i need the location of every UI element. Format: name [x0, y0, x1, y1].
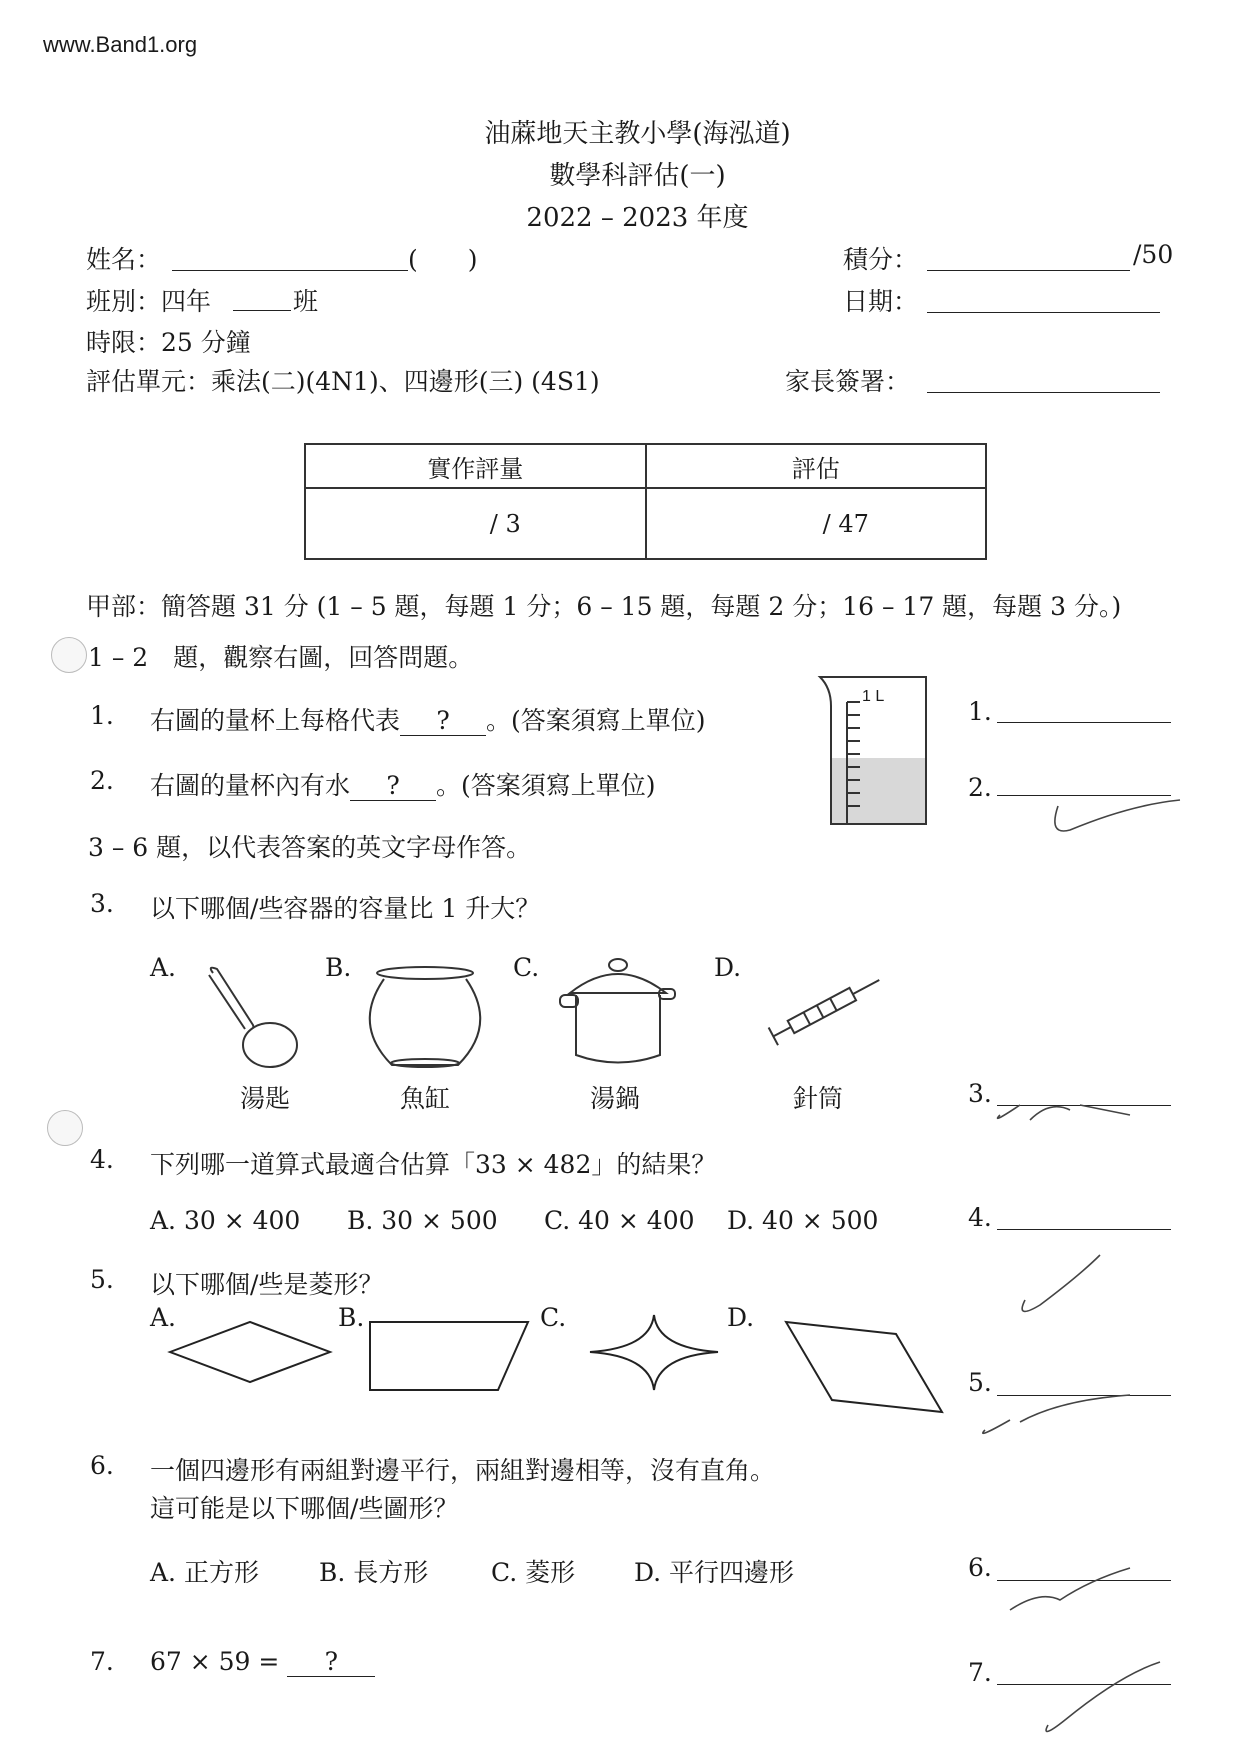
class-number-paren: ( ): [408, 245, 478, 274]
q3-number: 3.: [90, 889, 114, 918]
q3-name-d: 針筒: [793, 1084, 844, 1113]
exam-title: 數學科評估(一): [549, 161, 726, 191]
check-mark-icon: [1046, 1662, 1160, 1731]
date-label: 日期：: [843, 287, 919, 316]
q6-option-d: D. 平行四邊形: [634, 1558, 795, 1587]
answer-label-3: 3.: [968, 1079, 992, 1108]
q5-text: 以下哪個/些是菱形？: [150, 1270, 384, 1299]
q5-option-b: B.: [338, 1303, 365, 1332]
header-assessment: 評估: [646, 444, 987, 488]
name-label: 姓名：: [86, 245, 162, 274]
q3-option-a: A.: [150, 953, 177, 982]
parent-signature-label: 家長簽署：: [785, 367, 911, 396]
check-mark-icon: [983, 1395, 1130, 1433]
school-name: 油蔴地天主教小學(海泓道): [484, 119, 791, 149]
assessment-units: 評估單元：乘法(二)(4N1)、四邊形(三) (4S1): [86, 367, 600, 396]
answer-label-1: 1.: [968, 697, 992, 726]
watermark: www.Band1.org: [43, 32, 198, 57]
q5-number: 5.: [90, 1265, 114, 1294]
q3-option-c: C.: [513, 953, 540, 982]
q1-text: 右圖的量杯上每格代表 ? 。(答案須寫上單位): [150, 706, 706, 735]
q6-number: 6.: [90, 1451, 114, 1480]
q6-option-a: A. 正方形: [150, 1558, 259, 1587]
q4-number: 4.: [90, 1145, 114, 1174]
answer-label-5: 5.: [968, 1368, 992, 1397]
class-suffix: 班: [293, 287, 319, 316]
q4-option-d: D. 40 × 500: [727, 1206, 879, 1235]
q1-number: 1.: [90, 701, 114, 730]
header-practical: 實作評量: [305, 444, 646, 488]
score-label: 積分：: [843, 245, 919, 274]
answer-label-4: 4.: [968, 1203, 992, 1232]
group-3-6-instruction: 3 – 6 題，以代表答案的英文字母作答。: [88, 833, 532, 862]
q4-option-b: B. 30 × 500: [347, 1206, 498, 1235]
q6-text: 一個四邊形有兩組對邊平行，兩組對邊相等，沒有直角。: [150, 1456, 776, 1485]
answer-label-6: 6.: [968, 1553, 992, 1582]
q5-option-d: D.: [727, 1303, 755, 1332]
assessment-score: / 47: [646, 488, 987, 559]
q3-text: 以下哪個/些容器的容量比 1 升大？: [150, 894, 541, 923]
q3-name-b: 魚缸: [400, 1084, 451, 1113]
score-total: /50: [1133, 240, 1174, 269]
group-1-2-instruction: 1 – 2 題，觀察右圖，回答問題。: [88, 643, 474, 672]
time-limit: 時限：25 分鐘: [86, 328, 251, 357]
q4-text: 下列哪一道算式最適合估算「33 × 482」的結果？: [150, 1150, 717, 1179]
q5-option-a: A.: [150, 1303, 177, 1332]
practical-score: / 3: [305, 488, 646, 559]
check-mark-icon: [1055, 800, 1180, 831]
measuring-cup-1l-label: 1 L: [862, 688, 885, 705]
q6-option-b: B. 長方形: [319, 1558, 429, 1587]
q5-option-c: C.: [540, 1303, 567, 1332]
q3-name-c: 湯鍋: [590, 1084, 641, 1113]
q4-option-c: C. 40 × 400: [544, 1206, 695, 1235]
class-label: 班別：四年: [86, 287, 212, 316]
section-a-heading: 甲部：簡答題 31 分 (1 – 5 題，每題 1 分；6 – 15 題，每題 2 分；16 – 17 題，每題 3 分。): [86, 592, 1122, 621]
q4-option-a: A. 30 × 400: [150, 1206, 301, 1235]
q6-option-c: C. 菱形: [491, 1558, 576, 1587]
school-year: 2022 – 2023 年度: [526, 203, 749, 233]
answer-label-7: 7.: [968, 1658, 992, 1687]
q7-text: 67 × 59 = ?: [150, 1647, 375, 1677]
q2-text: 右圖的量杯內有水 ? 。(答案須寫上單位): [150, 771, 656, 800]
check-mark-icon: [998, 1105, 1131, 1120]
q3-option-d: D.: [714, 953, 742, 982]
check-mark-icon: [1022, 1255, 1100, 1311]
check-mark-icon: [1010, 1568, 1130, 1610]
q3-option-b: B.: [325, 953, 352, 982]
q6-text-line2: 這可能是以下哪個/些圖形？: [150, 1494, 459, 1523]
q3-name-a: 湯匙: [240, 1084, 291, 1113]
q7-number: 7.: [90, 1647, 114, 1676]
answer-label-2: 2.: [968, 773, 992, 802]
q2-number: 2.: [90, 766, 114, 795]
